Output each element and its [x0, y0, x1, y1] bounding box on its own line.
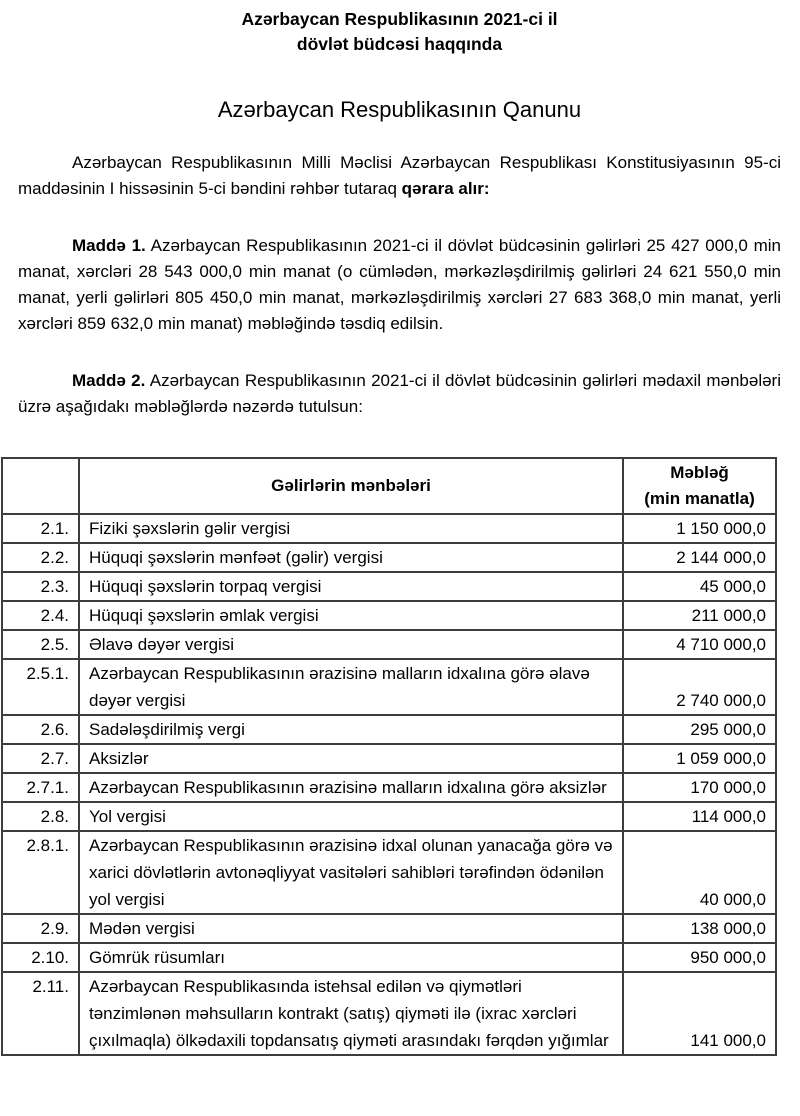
row-source-cell: Mədən vergisi	[79, 914, 623, 943]
row-number-cell: 2.10.	[2, 943, 79, 972]
header-amount-line2: (min manatla)	[644, 489, 755, 508]
table-row	[2, 601, 776, 630]
table-header-row	[2, 458, 776, 514]
table-row	[2, 943, 776, 972]
page-title-line2: dövlət büdcəsi haqqında	[296, 34, 503, 54]
row-amount-cell: 1 059 000,0	[623, 744, 776, 773]
row-source-cell: Hüquqi şəxslərin əmlak vergisi	[79, 601, 623, 630]
row-source-cell: Hüquqi şəxslərin torpaq vergisi	[79, 572, 623, 601]
row-number-cell: 2.5.1.	[2, 659, 79, 715]
table-row	[2, 802, 776, 831]
article-1-paragraph	[18, 233, 781, 337]
table-row	[2, 659, 776, 715]
table-row	[2, 514, 776, 543]
intro-paragraph-bold-tail: qərara alır:	[401, 179, 490, 198]
table-row	[2, 572, 776, 601]
table-row	[2, 630, 776, 659]
row-number-cell: 2.11.	[2, 972, 79, 1055]
row-amount-cell: 170 000,0	[623, 773, 776, 802]
intro-paragraph	[18, 150, 781, 202]
header-amount-line1: Məbləğ	[670, 463, 729, 482]
table-row	[2, 831, 776, 914]
intro-paragraph-text: Azərbaycan Respublikasının Milli Məclisi Azərbaycan Respublikası Konstitusiyasının 95-ci maddəsinin I hissəsinin 5-ci bəndini rəhbər tutaraq	[18, 153, 781, 198]
article-1-label: Maddə 1.	[72, 236, 146, 255]
table-row	[2, 773, 776, 802]
table-row	[2, 543, 776, 572]
row-number-cell: 2.9.	[2, 914, 79, 943]
row-source-cell: Aksizlər	[79, 744, 623, 773]
table-row	[2, 914, 776, 943]
row-amount-cell: 141 000,0	[623, 972, 776, 1055]
row-number-cell: 2.7.1.	[2, 773, 79, 802]
row-source-cell: Fiziki şəxslərin gəlir vergisi	[79, 514, 623, 543]
row-number-cell: 2.3.	[2, 572, 79, 601]
row-amount-cell: 2 144 000,0	[623, 543, 776, 572]
row-amount-cell: 40 000,0	[623, 831, 776, 914]
revenue-sources-table	[1, 457, 777, 1056]
document-body	[18, 150, 781, 420]
row-source-cell: Azərbaycan Respublikasında istehsal edilən və qiymətləri tənzimlənən məhsulların kontrakt (satış) qiyməti ilə (ixrac xərcləri çıxılmaqla) ölkədaxili topdansatış qiyməti arasındakı fərqdən yığımlar	[79, 972, 623, 1055]
row-source-cell: Azərbaycan Respublikasının ərazisinə idxal olunan yanacağa görə və xarici dövlətlərin avtonəqliyyat vasitələri sahibləri tərəfindən ödənilən yol vergisi	[79, 831, 623, 914]
article-2-paragraph	[18, 368, 781, 420]
row-source-cell: Yol vergisi	[79, 802, 623, 831]
row-amount-cell: 295 000,0	[623, 715, 776, 744]
article-2-text: Azərbaycan Respublikasının 2021-ci il dövlət büdcəsinin gəlirləri mədaxil mənbələri üzrə aşağıdakı məbləğlərdə nəzərdə tutulsun:	[18, 371, 781, 416]
header-cell-number	[2, 458, 79, 514]
row-number-cell: 2.7.	[2, 744, 79, 773]
row-source-cell: Hüquqi şəxslərin mənfəət (gəlir) vergisi	[79, 543, 623, 572]
article-2-label: Maddə 2.	[72, 371, 146, 390]
header-cell-source: Gəlirlərin mənbələri	[79, 458, 623, 514]
header-cell-amount	[623, 458, 776, 514]
row-number-cell: 2.1.	[2, 514, 79, 543]
row-number-cell: 2.2.	[2, 543, 79, 572]
law-subtitle: Azərbaycan Respublikasının Qanunu	[217, 97, 582, 122]
row-number-cell: 2.4.	[2, 601, 79, 630]
row-amount-cell: 45 000,0	[623, 572, 776, 601]
row-number-cell: 2.8.1.	[2, 831, 79, 914]
article-1-text: Azərbaycan Respublikasının 2021-ci il dövlət büdcəsinin gəlirləri 25 427 000,0 min manat, xərcləri 28 543 000,0 min manat (o cümlədən, mərkəzləşdirilmiş gəlirləri 24 621 550,0 min manat, yerli gəlirləri 805 450,0 min manat, mərkəzləşdirilmiş xərcləri 27 683 368,0 min manat, yerli xərcləri 859 632,0 min manat) məbləğində təsdiq edilsin.	[18, 236, 781, 333]
row-source-cell: Əlavə dəyər vergisi	[79, 630, 623, 659]
row-number-cell: 2.5.	[2, 630, 79, 659]
row-amount-cell: 4 710 000,0	[623, 630, 776, 659]
row-amount-cell: 211 000,0	[623, 601, 776, 630]
table-row	[2, 972, 776, 1055]
row-amount-cell: 1 150 000,0	[623, 514, 776, 543]
row-number-cell: 2.8.	[2, 802, 79, 831]
row-source-cell: Sadələşdirilmiş vergi	[79, 715, 623, 744]
row-source-cell: Azərbaycan Respublikasının ərazisinə malların idxalına görə aksizlər	[79, 773, 623, 802]
table-row	[2, 744, 776, 773]
page-title	[18, 7, 781, 57]
row-amount-cell: 114 000,0	[623, 802, 776, 831]
table-row	[2, 715, 776, 744]
document-header	[18, 7, 781, 123]
row-amount-cell: 138 000,0	[623, 914, 776, 943]
row-source-cell: Azərbaycan Respublikasının ərazisinə malların idxalına görə əlavə dəyər vergisi	[79, 659, 623, 715]
row-amount-cell: 2 740 000,0	[623, 659, 776, 715]
row-number-cell: 2.6.	[2, 715, 79, 744]
row-source-cell: Gömrük rüsumları	[79, 943, 623, 972]
page-title-line1: Azərbaycan Respublikasının 2021-ci il	[241, 9, 558, 29]
row-amount-cell: 950 000,0	[623, 943, 776, 972]
